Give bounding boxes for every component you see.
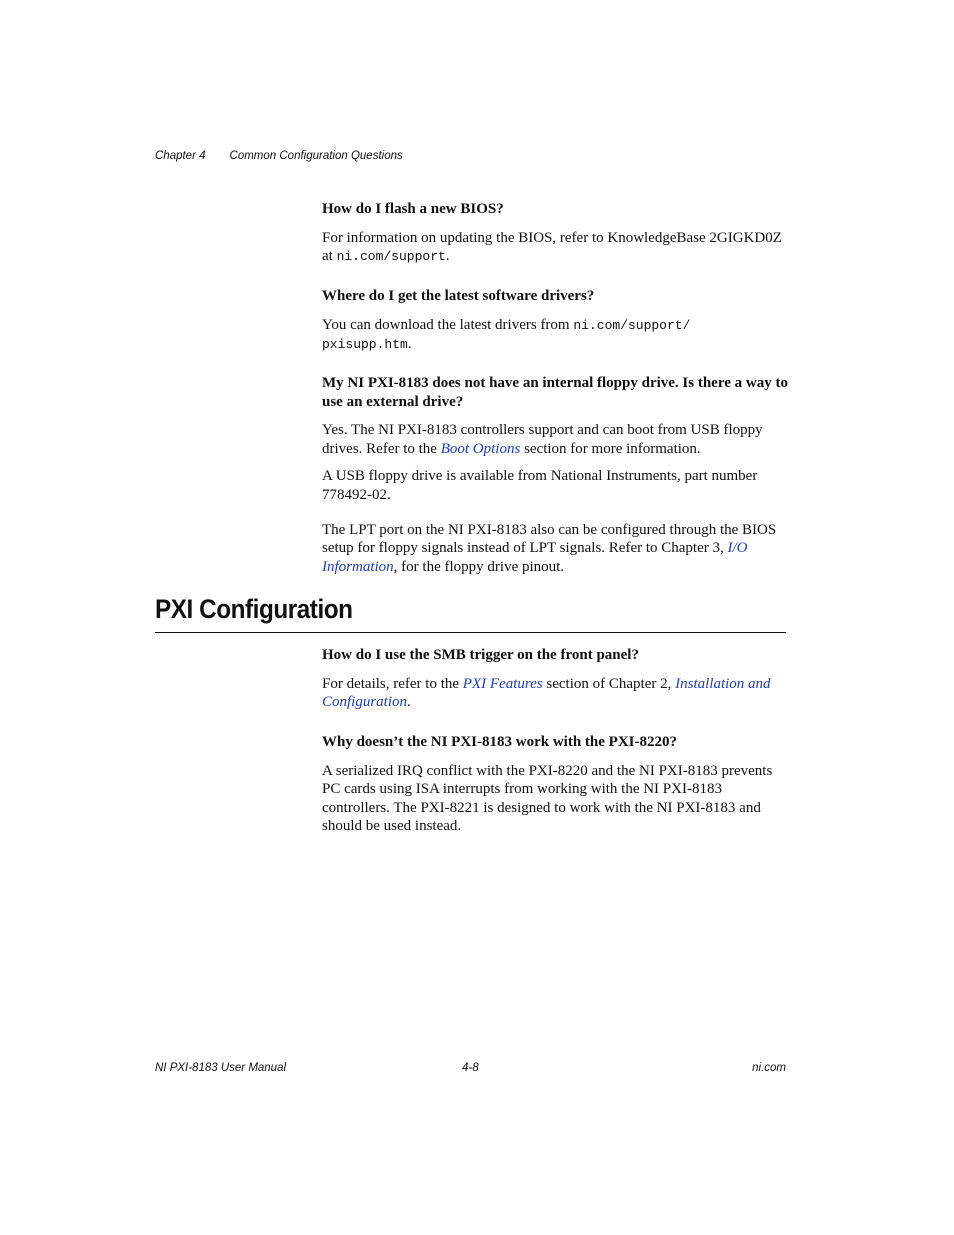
installation-configuration-link[interactable]: Installation and Configuration — [322, 675, 771, 711]
drivers-answer — [322, 316, 788, 355]
floppy-answer-1 — [322, 421, 788, 458]
bios-answer-text: For information on updating the BIOS, refer to KnowledgeBase 2GIGKD0Z at — [322, 229, 782, 265]
bios-answer — [322, 229, 788, 267]
footer-website: ni.com — [752, 1062, 786, 1074]
smb-answer-middle: section of Chapter 2, — [542, 675, 676, 692]
smb-question: How do I use the SMB trigger on the front panel? — [322, 647, 639, 663]
drivers-question: Where do I get the latest software drivers? — [322, 288, 595, 304]
pxi8220-question: Why doesn’t the NI PXI-8183 work with the PXI-8220? — [322, 734, 677, 750]
floppy-question: My NI PXI-8183 does not have an internal floppy drive. Is there a way to use an external drive? — [322, 375, 788, 410]
drivers-answer-end: . — [407, 336, 412, 353]
floppy-answer-3 — [322, 521, 788, 577]
floppy-answer-2: A USB floppy drive is available from National Instruments, part number 778492-02. — [322, 468, 758, 503]
drivers-answer-text: You can download the latest drivers from — [322, 316, 574, 333]
drivers-faq — [322, 287, 788, 355]
running-header — [155, 150, 403, 162]
section-divider — [155, 632, 786, 633]
pxi8220-faq — [322, 733, 788, 836]
floppy-answer-3-end: , for the floppy drive pinout. — [393, 558, 565, 575]
boot-options-link[interactable]: Boot Options — [440, 440, 521, 457]
bios-answer-end: . — [445, 248, 450, 265]
bios-question: How do I flash a new BIOS? — [322, 201, 504, 217]
chapter-number: Chapter 4 — [155, 150, 206, 162]
floppy-answer-3-text: The LPT port on the NI PXI-8183 also can be configured through the BIOS setup for floppy signals instead of LPT signals. Refer to Chapter 3, — [322, 521, 777, 557]
floppy-answer-1-text: Yes. The NI PXI-8183 controllers support and can boot from USB floppy drives. Refer to the — [322, 422, 763, 457]
pxi8220-answer: A serialized IRQ conflict with the PXI-8220 and the NI PXI-8183 prevents PC cards using ISA interrupts from working with the NI PXI-8183 controllers. The PXI-8221 is designed to work with the NI PXI-8183 and should be used instead. — [322, 762, 773, 835]
drivers-url-part1: ni.com/support/ — [573, 317, 691, 333]
floppy-answer-1-end: section for more information. — [520, 440, 701, 457]
floppy-faq — [322, 374, 788, 576]
section-title: PXI Configuration — [155, 594, 353, 624]
footer-page-number: 4-8 — [462, 1062, 479, 1074]
footer-manual-title: NI PXI-8183 User Manual — [155, 1062, 287, 1074]
bios-faq — [322, 200, 788, 267]
smb-answer-text: For details, refer to the — [322, 675, 463, 692]
io-information-link[interactable]: I/O Information — [322, 540, 748, 575]
smb-answer-end: . — [407, 694, 411, 711]
smb-faq — [322, 646, 788, 712]
smb-answer — [322, 675, 788, 712]
pxi-features-link[interactable]: PXI Features — [462, 675, 543, 692]
bios-support-url: ni.com/support — [336, 249, 446, 265]
drivers-url-part2: pxisupp.htm — [322, 337, 408, 353]
chapter-title: Common Configuration Questions — [229, 150, 403, 162]
